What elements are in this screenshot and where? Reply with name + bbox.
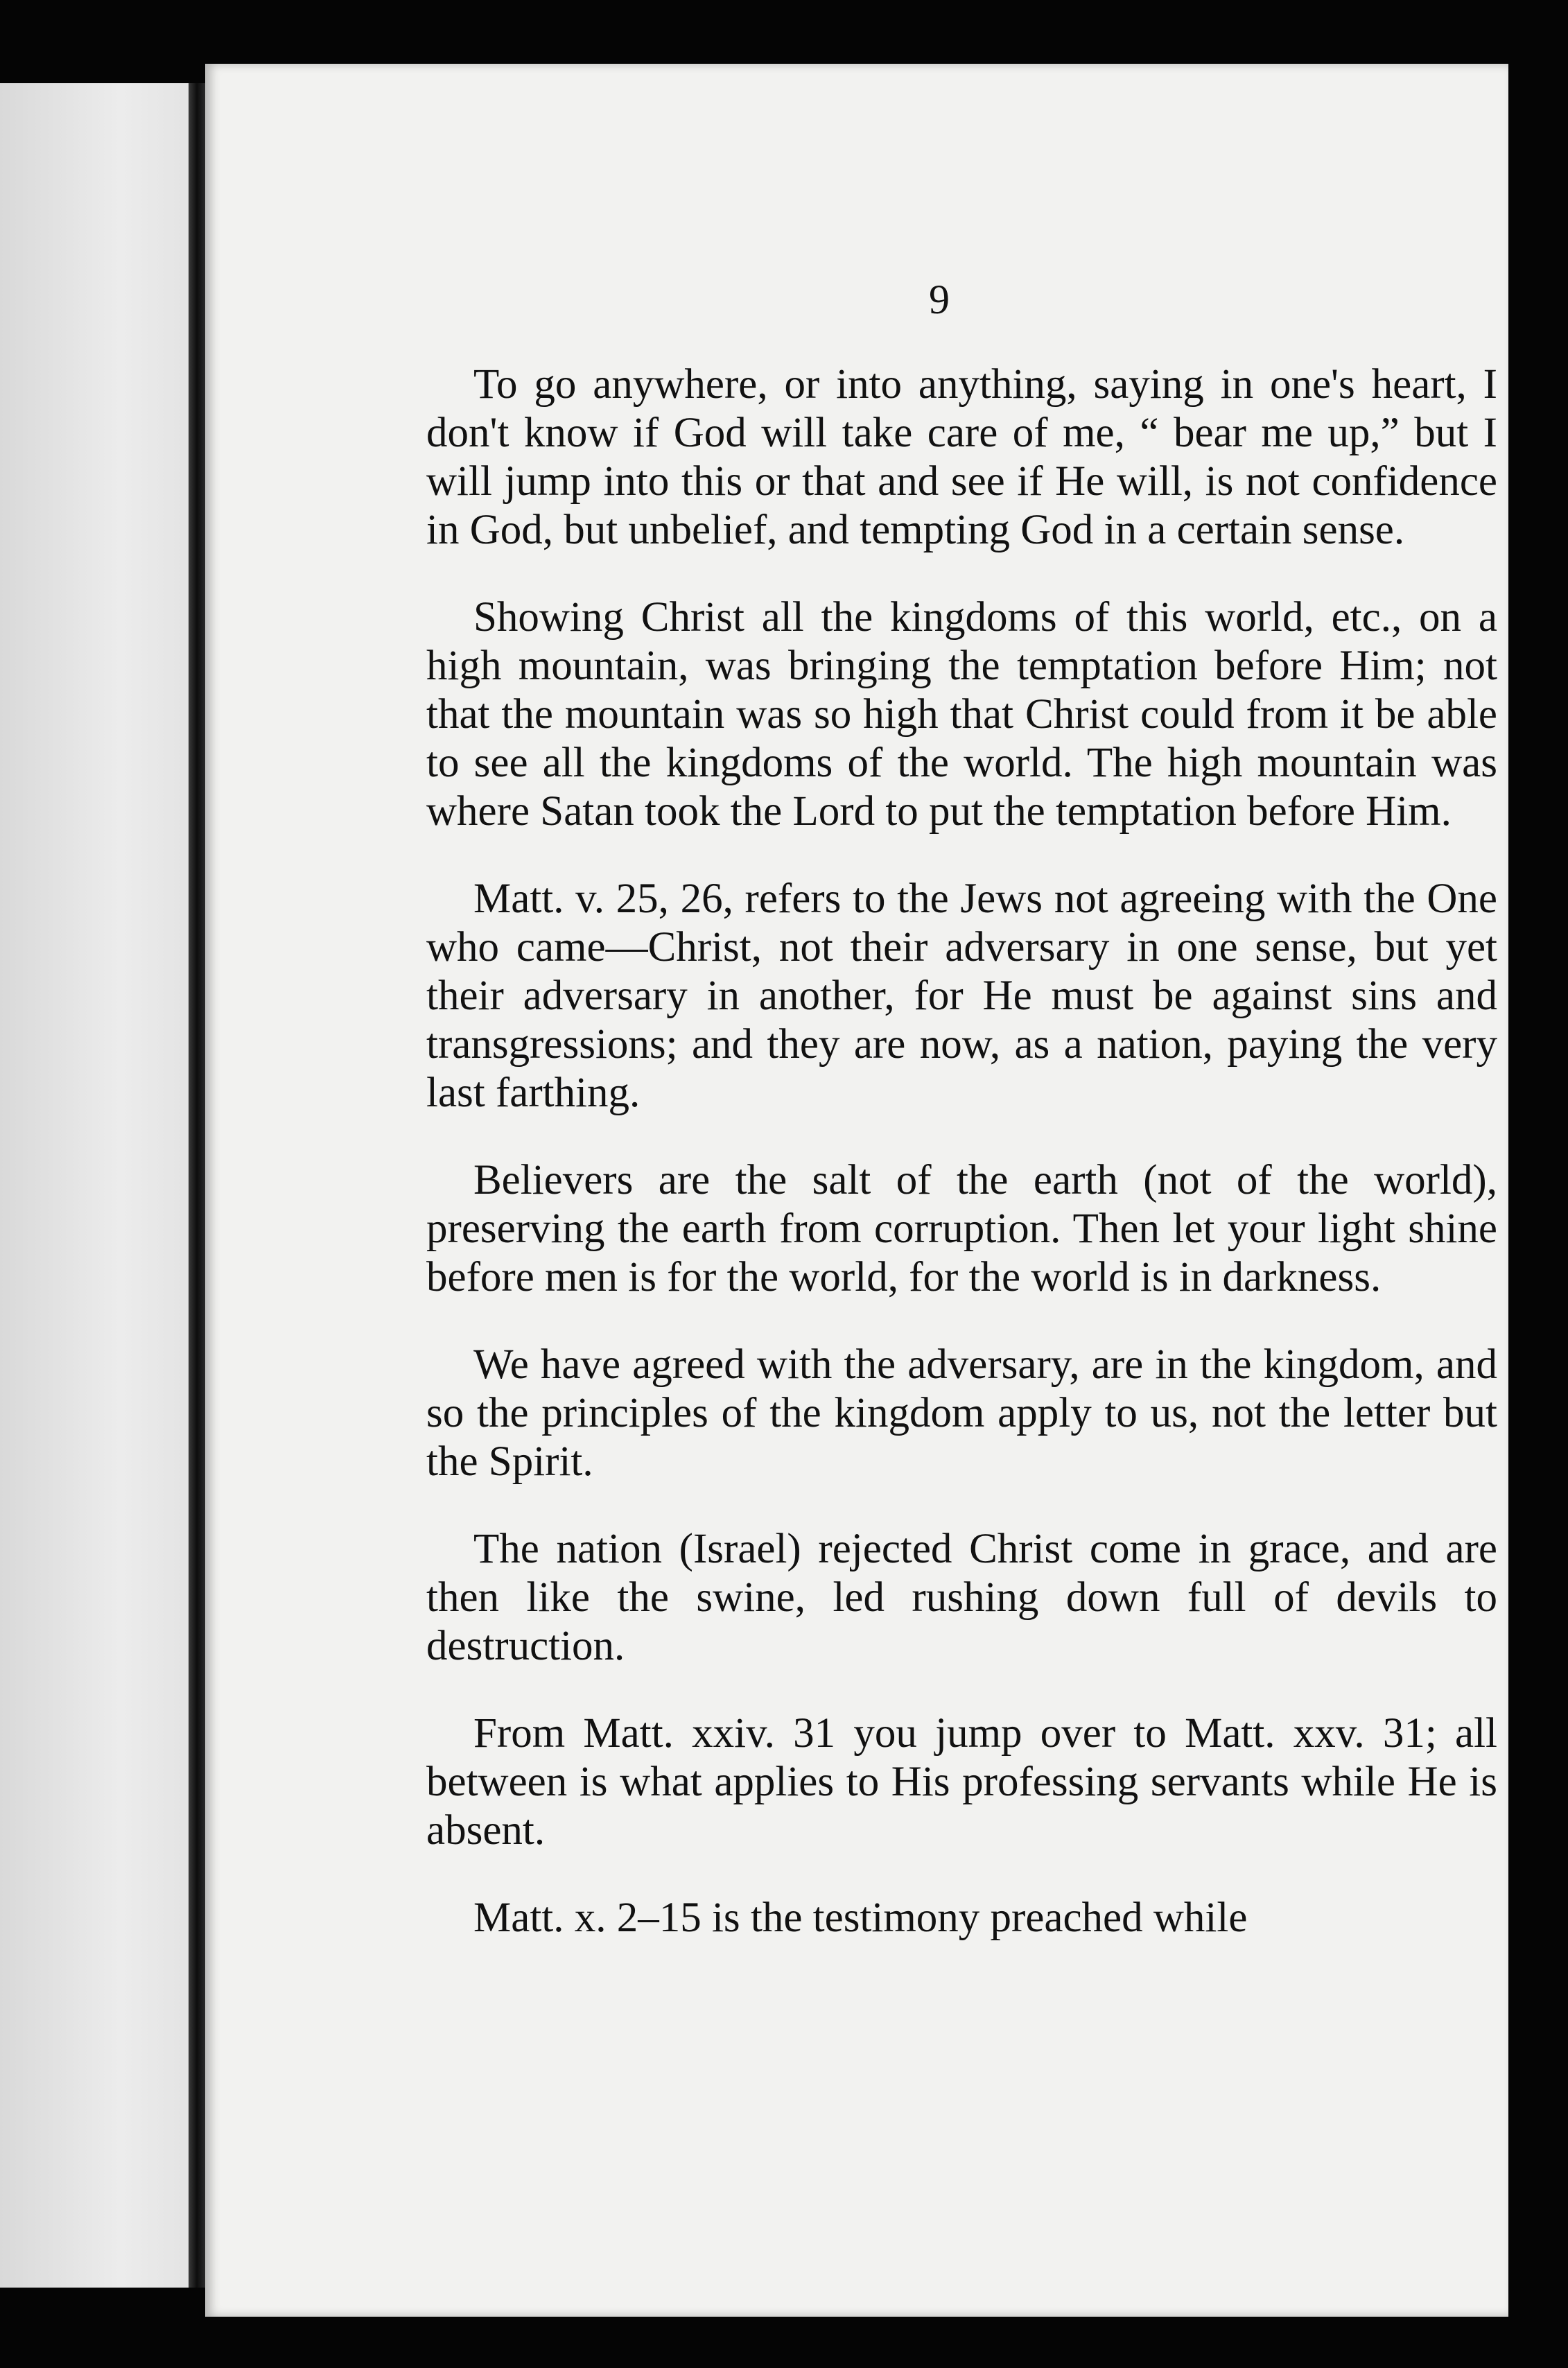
left-page-edge: [0, 83, 201, 2288]
page-body-text: [426, 360, 1497, 1981]
paragraph-agreed-with-adversary: We have agreed with the adversary, are in the kingdom, and so the principles of the kingdom apply to us, not the letter but the Spirit.: [426, 1341, 1497, 1485]
paragraph-nation-israel: The nation (Israel) rejected Christ come in grace, and are then like the swine, led rushing down full of devils to destruction.: [426, 1526, 1497, 1669]
page-number: 9: [929, 277, 950, 322]
paragraph-matt-x-2-15: Matt. x. 2–15 is the testimony preached while: [473, 1895, 1248, 1941]
paragraph-salt-of-earth: Believers are the salt of the earth (not of the world), preserving the earth from corruption. Then let your light shine before men is for the world, for the world is in darkness.: [426, 1157, 1497, 1300]
paragraph-confidence: To go anywhere, or into anything, saying in one's heart, I don't know if God will take care of me, “ bear me up,” but I will jump into this or that and see if He will, is not confidence in God, but unbelief, and tempting God in a certain sense.: [426, 361, 1497, 553]
paragraph-matt-xxiv-31: From Matt. xxiv. 31 you jump over to Matt. xxv. 31; all between is what applies to His professing servants while He is absent.: [426, 1710, 1497, 1854]
paragraph-temptation-mountain: Showing Christ all the kingdoms of this world, etc., on a high mountain, was bringing the temptation before Him; not that the mountain was so high that Christ could from it be able to see all the kingdoms of the world. The high mountain was where Satan took the Lord to put the temptation before Him.: [426, 594, 1497, 835]
paragraph-matt-v-25: Matt. v. 25, 26, refers to the Jews not agreeing with the One who came—Christ, not their adversary in one sense, but yet their adversary in another, for He must be against sins and transgressions; and they are now, as a nation, paying the very last farthing.: [426, 876, 1497, 1116]
book-gutter: [189, 83, 205, 2288]
